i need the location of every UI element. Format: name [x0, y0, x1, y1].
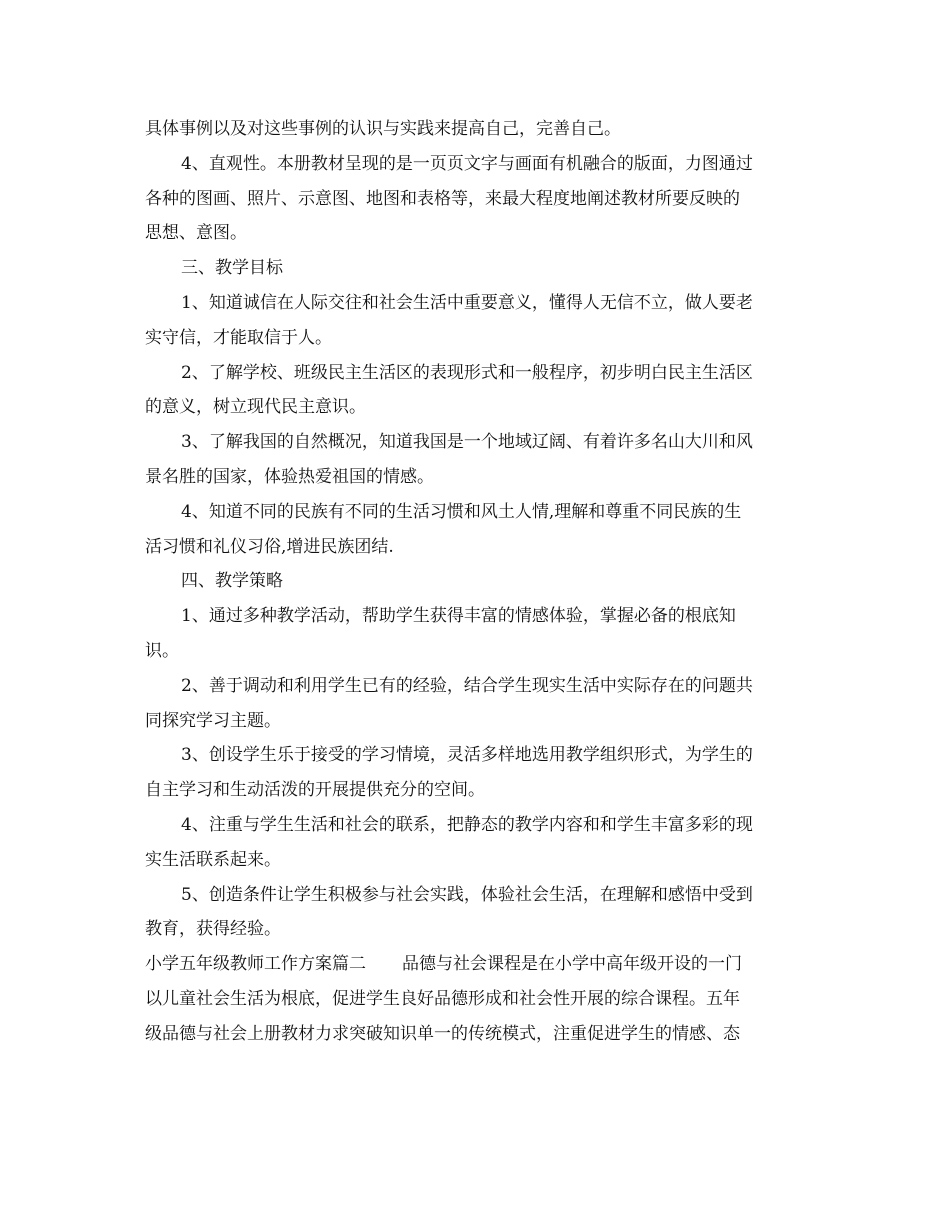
text-line: 活习惯和礼仪习俗,增进民族团结. [145, 536, 394, 557]
text-line: 识。 [145, 640, 179, 661]
text-line: 实守信，才能取信于人。 [145, 327, 332, 348]
text-line: 的意义，树立现代民主意识。 [145, 397, 366, 418]
document-body [145, 112, 810, 1052]
text-line: 实生活联系起来。 [145, 849, 281, 870]
text-line: 4、直观性。本册教材呈现的是一页页文字与画面有机融合的版面，力图通过 [181, 153, 753, 174]
text-line: 以儿童社会生活为根底，促进学生良好品德形成和社会性开展的综合课程。五年 [145, 988, 740, 1009]
text-line: 2、善于调动和利用学生已有的经验，结合学生现实生活中实际存在的问题共 [181, 675, 753, 696]
text-line: 思想、意图。 [145, 223, 247, 244]
text-line: 2、了解学校、班级民主生活区的表现形式和一般程序，初步明白民主生活区 [181, 362, 753, 383]
section-intro-text: 品德与社会课程是在小学中高年级开设的一门 [402, 954, 742, 975]
text-line: 4、知道不同的民族有不同的生活习惯和风土人情,理解和尊重不同民族的生 [181, 501, 742, 522]
section-title: 小学五年级教师工作方案篇二 [145, 954, 366, 975]
text-line: 同探究学习主题。 [145, 710, 281, 731]
text-line: 5、创造条件让学生积极参与社会实践，体验社会生活，在理解和感悟中受到 [181, 884, 753, 905]
text-line: 3、了解我国的自然概况，知道我国是一个地域辽阔、有着许多名山大川和风 [181, 432, 753, 453]
text-line: 景名胜的国家，体验热爱祖国的情感。 [145, 466, 434, 487]
text-line: 级品德与社会上册教材力求突破知识单一的传统模式，注重促进学生的情感、态 [145, 1023, 740, 1044]
text-line: 教育，获得经验。 [145, 919, 281, 940]
text-line: 1、通过多种教学活动，帮助学生获得丰富的情感体验，掌握必备的根底知 [181, 606, 736, 627]
section-title-line [145, 947, 810, 982]
text-line: 自主学习和生动活泼的开展提供充分的空间。 [145, 780, 485, 801]
text-line: 3、创设学生乐于接受的学习情境，灵活多样地选用教学组织形式，为学生的 [181, 745, 753, 766]
text-line: 各种的图画、照片、示意图、地图和表格等，来最大程度地阐述教材所要反映的 [145, 188, 740, 209]
text-line: 1、知道诚信在人际交往和社会生活中重要意义，懂得人无信不立，做人要老 [181, 292, 753, 313]
section-heading: 三、教学目标 [181, 258, 283, 279]
text-line: 具体事例以及对这些事例的认识与实践来提高自己，完善自己。 [145, 119, 621, 139]
text-line: 4、注重与学生生活和社会的联系，把静态的教学内容和和学生丰富多彩的现 [181, 814, 753, 835]
section-heading: 四、教学策略 [181, 571, 283, 592]
